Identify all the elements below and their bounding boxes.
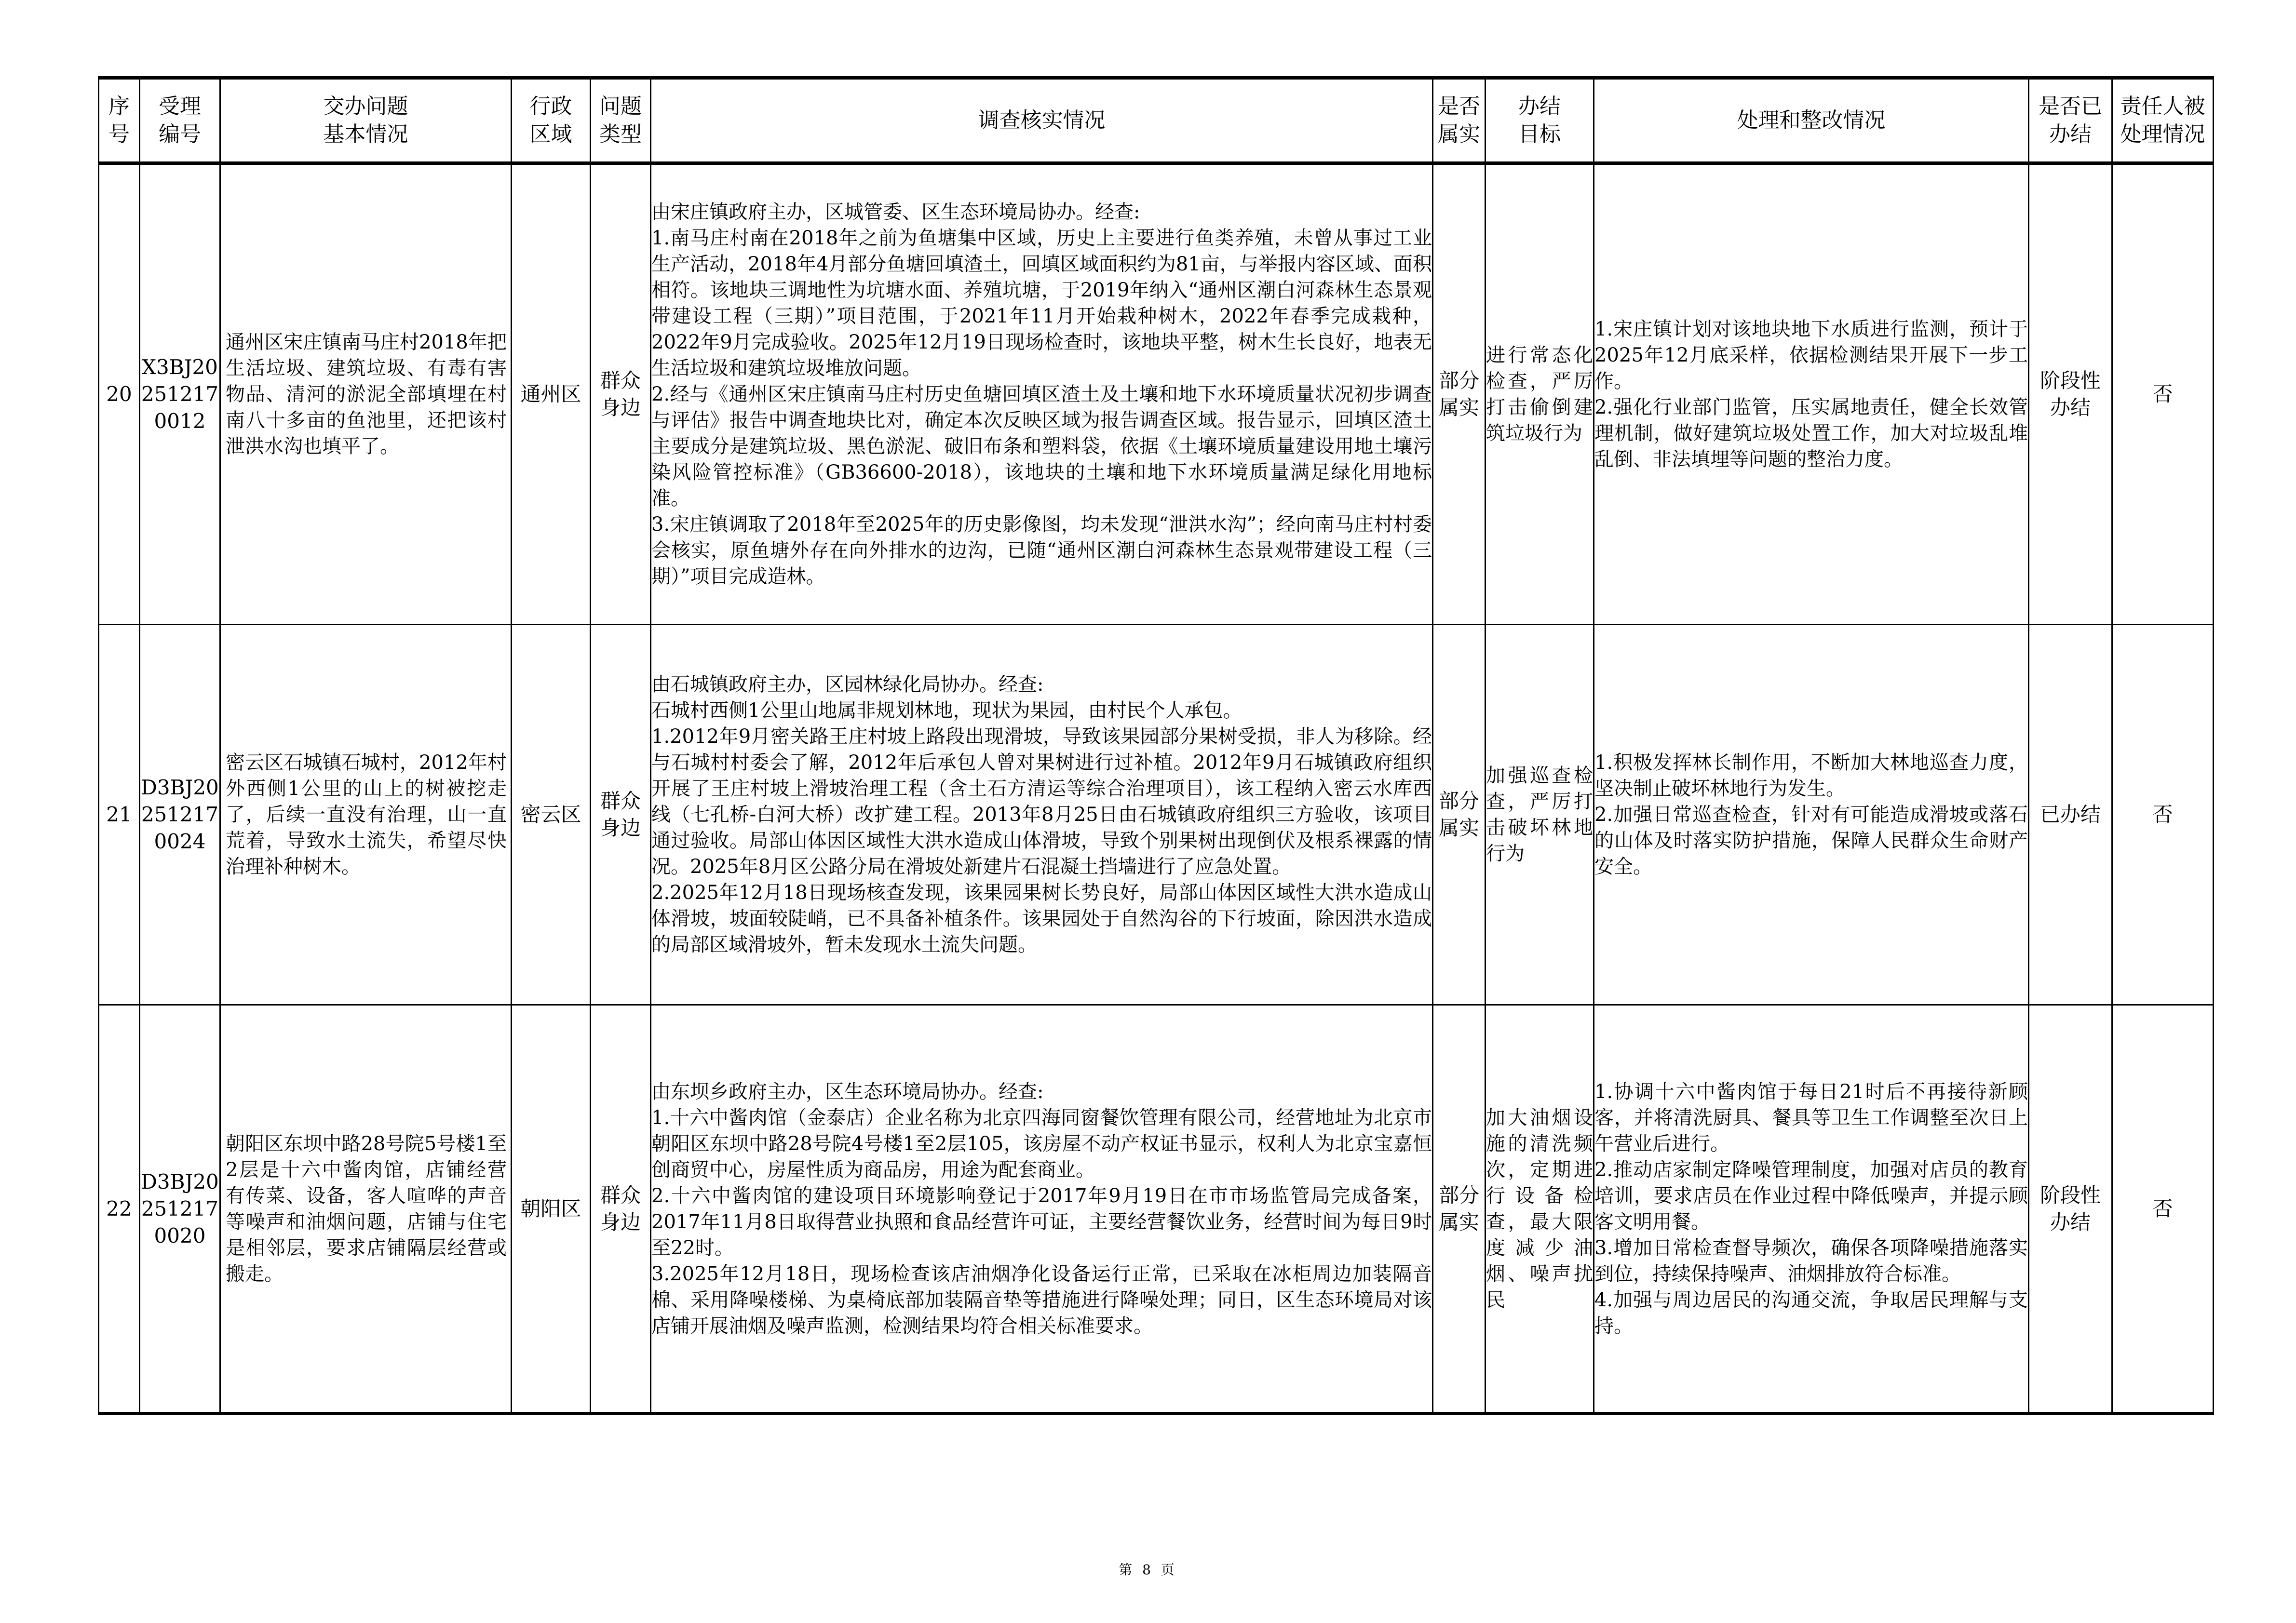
cell-issue: 通州区宋庄镇南马庄村2018年把生活垃圾、建筑垃圾、有毒有害物品、清河的淤泥全部填埋在村南八十多亩的鱼池里，还把该村泄洪水沟也填平了。 [220, 163, 512, 625]
cell-type: 群众 身边 [591, 163, 651, 625]
cell-closed: 阶段性 办结 [2029, 1005, 2112, 1414]
table-header-row [99, 78, 2214, 163]
case-table [98, 76, 2214, 1415]
cell-accountability: 否 [2112, 625, 2214, 1005]
cell-closed: 阶段性 办结 [2029, 163, 2112, 625]
cell-district: 通州区 [512, 163, 591, 625]
cell-verified: 部分 属实 [1433, 163, 1486, 625]
header-district: 行政 区域 [512, 78, 591, 163]
cell-goal: 加强巡查检查，严厉打击破坏林地行为 [1486, 625, 1594, 1005]
header-case-id: 受理 编号 [140, 78, 220, 163]
header-closed: 是否已 办结 [2029, 78, 2112, 163]
cell-rectification: 1.积极发挥林长制作用，不断加大林地巡查力度，坚决制止破坏林地行为发生。 2.加强日常巡查检查，针对有可能造成滑坡或落石的山体及时落实防护措施，保障人民群众生命财产安全。 [1594, 625, 2029, 1005]
header-rectification: 处理和整改情况 [1594, 78, 2029, 163]
cell-index: 20 [99, 163, 140, 625]
cell-issue: 朝阳区东坝中路28号院5号楼1至2层是十六中酱肉馆，店铺经营有传菜、设备，客人喧哗的声音等噪声和油烟问题，店铺与住宅是相邻层，要求店铺隔层经营或搬走。 [220, 1005, 512, 1414]
cell-verified: 部分 属实 [1433, 1005, 1486, 1414]
cell-investigation: 由石城镇政府主办，区园林绿化局协办。经查: 石城村西侧1公里山地属非规划林地，现状为果园，由村民个人承包。 1.2012年9月密关路王庄村坡上路段出现滑坡，导致该果园部分果树受损，非人为移除。经与石城村村委会了解，2012年后承包人曾对果树进行过补植。2012年9月石城镇政府组织开展了王庄村坡上滑坡治理工程（含土石方清运等综合治理项目），该工程纳入密云水库西线（七孔桥-白河大桥）改扩建工程。2013年8月25日由石城镇政府组织三方验收，该项目通过验收。局部山体因区域性大洪水造成山体滑坡，导致个别果树出现倒伏及根系裸露的情况。2025年8月区公路分局在滑坡处新建片石混凝土挡墙进行了应急处置。 2.2025年12月18日现场核查发现，该果园果树长势良好，局部山体因区域性大洪水造成山体滑坡，坡面较陡峭，已不具备补植条件。该果园处于自然沟谷的下行坡面，除因洪水造成的局部区域滑坡外，暂未发现水土流失问题。 [651, 625, 1433, 1005]
cell-rectification: 1.宋庄镇计划对该地块地下水质进行监测，预计于2025年12月底采样，依据检测结果开展下一步工作。 2.强化行业部门监管，压实属地责任，健全长效管理机制，做好建筑垃圾处置工作，加大对垃圾乱堆乱倒、非法填埋等问题的整治力度。 [1594, 163, 2029, 625]
cell-rectification: 1.协调十六中酱肉馆于每日21时后不再接待新顾客，并将清洗厨具、餐具等卫生工作调整至次日上午营业后进行。 2.推动店家制定降噪管理制度，加强对店员的教育培训，要求店员在作业过程中降低噪声，并提示顾客文明用餐。 3.增加日常检查督导频次，确保各项降噪措施落实到位，持续保持噪声、油烟排放符合标准。 4.加强与周边居民的沟通交流，争取居民理解与支持。 [1594, 1005, 2029, 1414]
header-issue: 交办问题 基本情况 [220, 78, 512, 163]
cell-accountability: 否 [2112, 163, 2214, 625]
cell-issue: 密云区石城镇石城村，2012年村外西侧1公里的山上的树被挖走了，后续一直没有治理，山一直荒着，导致水土流失，希望尽快治理补种树木。 [220, 625, 512, 1005]
cell-case-id: X3BJ20 251217 0012 [140, 163, 220, 625]
cell-type: 群众 身边 [591, 625, 651, 1005]
cell-goal: 进行常态化检查，严厉打击偷倒建筑垃圾行为 [1486, 163, 1594, 625]
cell-type: 群众 身边 [591, 1005, 651, 1414]
cell-investigation: 由东坝乡政府主办，区生态环境局协办。经查: 1.十六中酱肉馆（金泰店）企业名称为北京四海同窗餐饮管理有限公司，经营地址为北京市朝阳区东坝中路28号院4号楼1至2层105，该房屋不动产权证书显示，权利人为北京宝嘉恒创商贸中心，房屋性质为商品房，用途为配套商业。 2.十六中酱肉馆的建设项目环境影响登记于2017年9月19日在市市场监管局完成备案，2017年11月8日取得营业执照和食品经营许可证，主要经营餐饮业务，经营时间为每日9时至22时。 3.2025年12月18日，现场检查该店油烟净化设备运行正常，已采取在冰柜周边加装隔音棉、采用降噪楼梯、为桌椅底部加装隔音垫等措施进行降噪处理；同日，区生态环境局对该店铺开展油烟及噪声监测，检测结果均符合相关标准要求。 [651, 1005, 1433, 1414]
cell-goal: 加大油烟设施的清洗频次，定期进行设备检查，最大限度减少油烟、噪声扰民 [1486, 1005, 1594, 1414]
header-verified: 是否 属实 [1433, 78, 1486, 163]
header-accountability: 责任人被 处理情况 [2112, 78, 2214, 163]
table-row [99, 1005, 2214, 1414]
cell-verified: 部分 属实 [1433, 625, 1486, 1005]
header-goal: 办结 目标 [1486, 78, 1594, 163]
table-row [99, 163, 2214, 625]
cell-case-id: D3BJ20 251217 0020 [140, 1005, 220, 1414]
header-type: 问题 类型 [591, 78, 651, 163]
cell-investigation: 由宋庄镇政府主办，区城管委、区生态环境局协办。经查: 1.南马庄村南在2018年之前为鱼塘集中区域，历史上主要进行鱼类养殖，未曾从事过工业生产活动，2018年4月部分鱼塘回填渣土，回填区域面积约为81亩，与举报内容区域、面积相符。该地块三调地性为坑塘水面、养殖坑塘，于2019年纳入“通州区潮白河森林生态景观带建设工程（三期）”项目范围，于2021年11月开始栽种树木，2022年春季完成栽种，2022年9月完成验收。2025年12月19日现场检查时，该地块平整，树木生长良好，地表无生活垃圾和建筑垃圾堆放问题。 2.经与《通州区宋庄镇南马庄村历史鱼塘回填区渣土及土壤和地下水环境质量状况初步调查与评估》报告中调查地块比对，确定本次反映区域为报告调查区域。报告显示，回填区渣土主要成分是建筑垃圾、黑色淤泥、破旧布条和塑料袋，依据《土壤环境质量建设用地土壤污染风险管控标准》（GB36600-2018），该地块的土壤和地下水环境质量满足绿化用地标准。 3.宋庄镇调取了2018年至2025年的历史影像图，均未发现“泄洪水沟”；经向南马庄村村委会核实，原鱼塘外存在向外排水的边沟，已随“通州区潮白河森林生态景观带建设工程（三期）”项目完成造林。 [651, 163, 1433, 625]
cell-district: 密云区 [512, 625, 591, 1005]
page-number: 第 8 页 [1119, 1562, 1177, 1578]
cell-index: 22 [99, 1005, 140, 1414]
header-investigation: 调查核实情况 [651, 78, 1433, 163]
header-index: 序 号 [99, 78, 140, 163]
cell-accountability: 否 [2112, 1005, 2214, 1414]
cell-case-id: D3BJ20 251217 0024 [140, 625, 220, 1005]
cell-closed: 已办结 [2029, 625, 2112, 1005]
table-row [99, 625, 2214, 1005]
cell-index: 21 [99, 625, 140, 1005]
cell-district: 朝阳区 [512, 1005, 591, 1414]
